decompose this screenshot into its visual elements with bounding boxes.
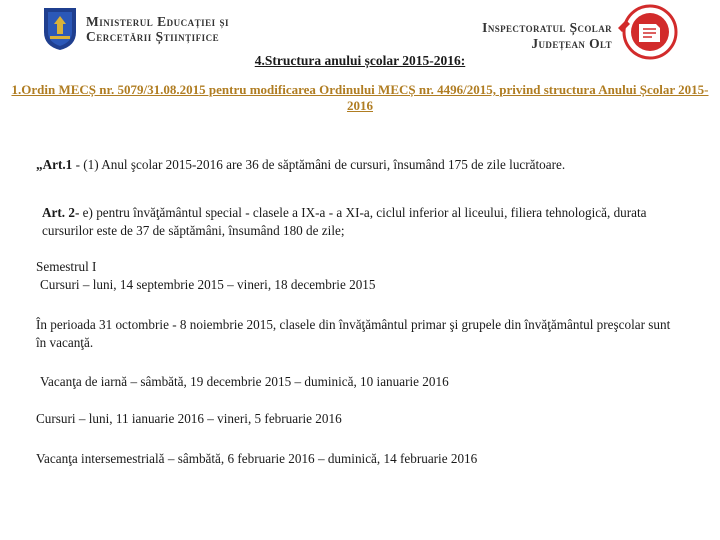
winter-holiday-text: – sâmbătă, 19 decembrie 2015 – duminică, 10 ianuarie 2016 bbox=[127, 374, 449, 389]
semester-2-courses bbox=[36, 410, 676, 428]
ministry-name bbox=[86, 14, 229, 44]
intersemester-holiday bbox=[36, 450, 696, 468]
ministry-line-2: Cercetării Științifice bbox=[86, 29, 220, 44]
romania-coat-of-arms-icon bbox=[38, 4, 82, 52]
article-1-label: „Art.1 bbox=[36, 157, 73, 172]
semester-2-courses-text: – luni, 11 ianuarie 2016 – vineri, 5 februarie 2016 bbox=[75, 411, 342, 426]
inspectorate-line-2: Județean Olt bbox=[531, 36, 612, 51]
winter-holiday bbox=[40, 373, 680, 391]
semester-1-title: Semestrul I bbox=[36, 259, 97, 274]
article-2-text: e) pentru învăţământul special - clasele a IX-a - a XI-a, ciclul inferior al liceului, filiera tehnologică, durata cursurilor este de 37 de săptămâni, însumând 180 de zile; bbox=[42, 205, 647, 238]
winter-holiday-label: Vacanţa de iarnă bbox=[40, 374, 128, 389]
intersemester-holiday-label: Vacanţa intersemestrială bbox=[36, 451, 165, 466]
inspectorate-name bbox=[482, 20, 612, 52]
article-2 bbox=[42, 204, 692, 240]
article-1 bbox=[36, 156, 636, 174]
order-link[interactable]: 1.Ordin MECȘ nr. 5079/31.08.2015 pentru modificarea Ordinului MECȘ nr. 4496/2015, privind structura Anului Școlar 2015-2016 bbox=[11, 82, 709, 113]
semester-1-courses-label: Cursuri bbox=[40, 277, 80, 292]
section-title: 4.Structura anului școlar 2015-2016: bbox=[254, 53, 466, 68]
article-1-text: - (1) Anul şcolar 2015-2016 are 36 de săptămâni de cursuri, însumând 175 de zile lucrătoare. bbox=[72, 157, 566, 172]
ministry-line-1: Ministerul Educației și bbox=[86, 14, 230, 29]
article-2-label: Art. 2- bbox=[42, 205, 80, 220]
intersemester-holiday-text: – sâmbătă, 6 februarie 2016 – duminică, 14 februarie 2016 bbox=[164, 451, 478, 466]
semester-1-courses-text: – luni, 14 septembrie 2015 – vineri, 18 decembrie 2015 bbox=[79, 277, 376, 292]
semester-2-courses-label: Cursuri bbox=[36, 411, 76, 426]
semester-1-courses bbox=[40, 276, 680, 294]
holiday-note: În perioada 31 octombrie - 8 noiembrie 2015, clasele din învăţământul primar şi grupele din învăţământul preşcolar sunt în vacanţă. bbox=[36, 317, 671, 350]
inspectorate-line-1: Inspectoratul Școlar bbox=[482, 20, 612, 35]
